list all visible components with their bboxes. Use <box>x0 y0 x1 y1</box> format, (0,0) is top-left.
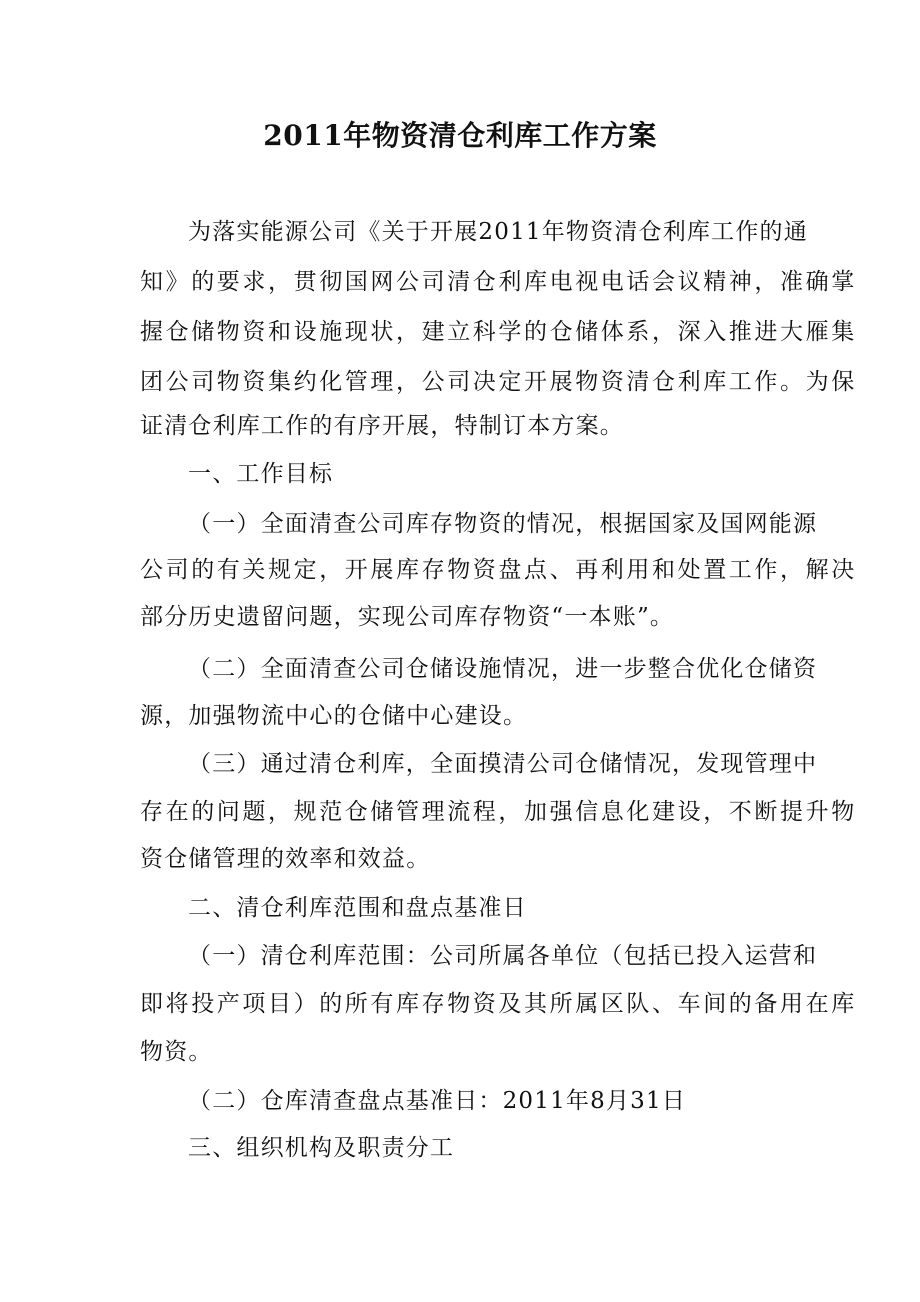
paragraph-line: 证清仓利库工作的有序开展，特制订本方案。 <box>140 413 624 439</box>
section-heading: 三、组织机构及职责分工 <box>188 1135 455 1161</box>
paragraph-line: （二）全面清查公司仓储设施情况，进一步整合优化仓储资 <box>188 656 818 682</box>
paragraph-line: 团公司物资集约化管理，公司决定开展物资清仓利库工作。为保 <box>140 369 857 395</box>
paragraph-line: 即将投产项目）的所有库存物资及其所属区队、车间的备用在库 <box>140 991 857 1017</box>
paragraph-line: 为落实能源公司《关于开展2011年物资清仓利库工作的通 <box>188 219 808 245</box>
document-title: 2011年物资清仓利库工作方案 <box>263 119 657 152</box>
paragraph-line: 存在的问题，规范仓储管理流程，加强信息化建设，不断提升物 <box>140 799 857 825</box>
paragraph-line: （三）通过清仓利库，全面摸清公司仓储情况，发现管理中 <box>188 751 818 777</box>
paragraph-line: 资仓储管理的效率和效益。 <box>140 846 431 872</box>
paragraph-line: （二）仓库清查盘点基准日：2011年8月31日 <box>188 1088 687 1114</box>
paragraph-line: 知》的要求，贯彻国网公司清仓利库电视电话会议精神，准确掌 <box>140 269 857 295</box>
paragraph-line: （一）全面清查公司库存物资的情况，根据国家及国网能源 <box>188 511 818 537</box>
section-heading: 一、工作目标 <box>188 461 334 487</box>
section-heading: 二、清仓利库范围和盘点基准日 <box>188 895 527 921</box>
paragraph-line: 源，加强物流中心的仓储中心建设。 <box>140 703 528 729</box>
paragraph-line: 物资。 <box>140 1039 213 1065</box>
paragraph-line: 公司的有关规定，开展库存物资盘点、再利用和处置工作，解决 <box>140 557 857 583</box>
paragraph-line: 握仓储物资和设施现状，建立科学的仓储体系，深入推进大雁集 <box>140 319 857 345</box>
paragraph-line: 部分历史遗留问题，实现公司库存物资“一本账”。 <box>140 604 675 630</box>
paragraph-line: （一）清仓利库范围：公司所属各单位（包括已投入运营和 <box>188 943 818 969</box>
